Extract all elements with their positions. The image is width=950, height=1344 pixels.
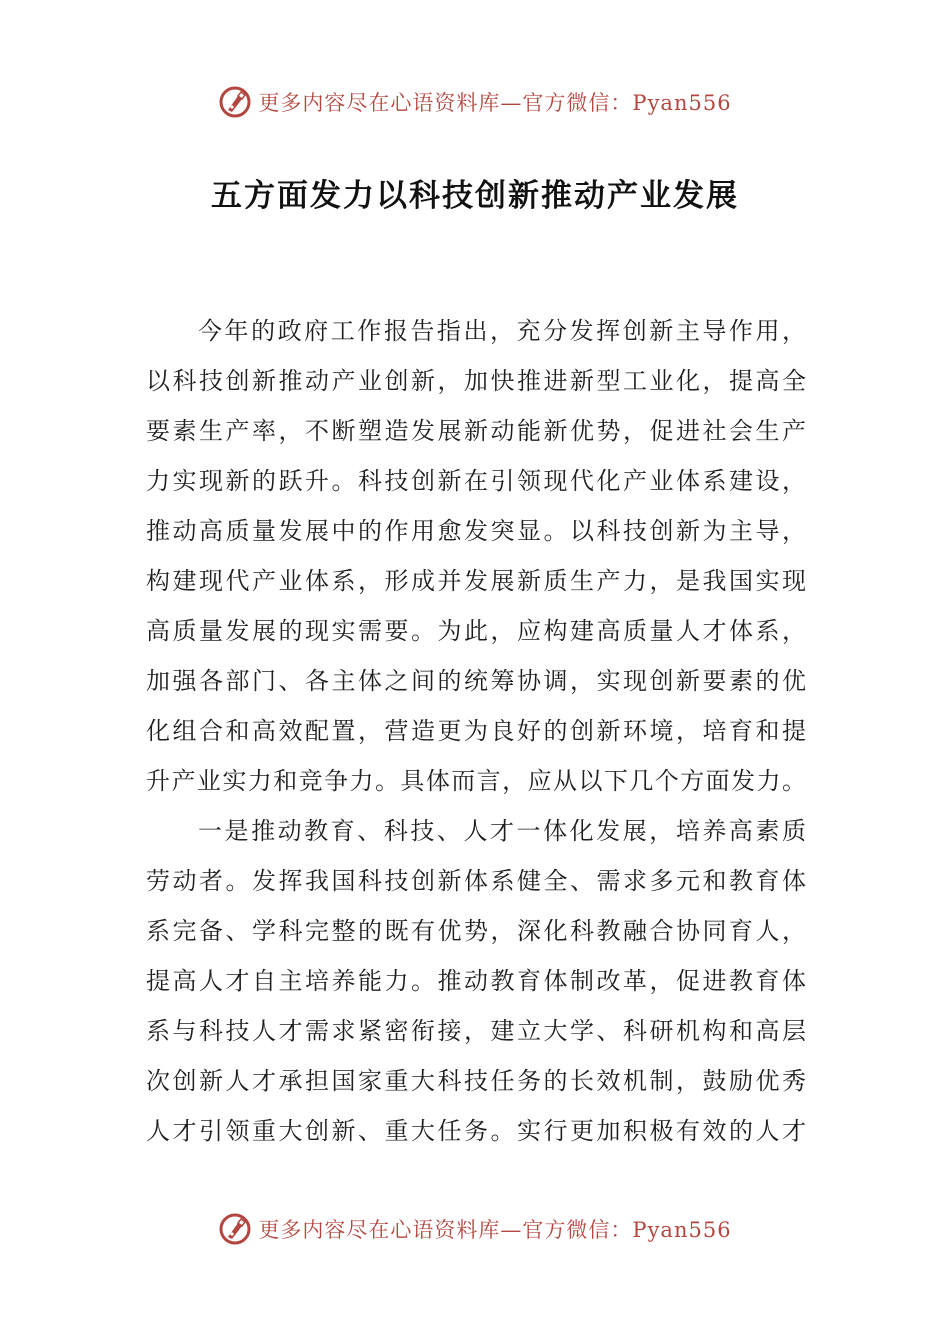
body-line: 系与科技人才需求紧密衔接，建立大学、科研机构和高层 — [146, 1017, 806, 1045]
footer-banner-text: 更多内容尽在心语资料库—官方微信：Pyan556 — [258, 1218, 732, 1242]
pen-nib-logo-icon — [218, 1212, 252, 1246]
body-line: 一是推动教育、科技、人才一体化发展，培养高素质 — [198, 817, 806, 845]
body-line: 提高人才自主培养能力。推动教育体制改革，促进教育体 — [146, 967, 806, 995]
body-line: 劳动者。发挥我国科技创新体系健全、需求多元和教育体 — [146, 867, 806, 895]
footer-banner — [0, 1207, 950, 1251]
body-line: 构建现代产业体系，形成并发展新质生产力，是我国实现 — [146, 567, 806, 595]
body-line: 高质量发展的现实需要。为此，应构建高质量人才体系， — [146, 617, 806, 645]
body-line: 人才引领重大创新、重大任务。实行更加积极有效的人才 — [146, 1117, 806, 1145]
document-body — [146, 306, 806, 1156]
page-title: 五方面发力以科技创新推动产业发展 — [211, 178, 739, 214]
body-line: 加强各部门、各主体之间的统筹协调，实现创新要素的优 — [146, 667, 806, 695]
body-line: 以科技创新推动产业创新，加快推进新型工业化，提高全 — [146, 367, 806, 395]
body-line: 次创新人才承担国家重大科技任务的长效机制，鼓励优秀 — [146, 1067, 806, 1095]
body-line: 系完备、学科完整的既有优势，深化科教融合协同育人， — [146, 917, 806, 945]
body-line: 要素生产率，不断塑造发展新动能新优势，促进社会生产 — [146, 417, 806, 445]
pen-nib-logo-icon — [218, 85, 252, 119]
body-line: 力实现新的跃升。科技创新在引领现代化产业体系建设， — [146, 467, 806, 495]
body-line: 今年的政府工作报告指出，充分发挥创新主导作用， — [198, 317, 806, 345]
header-banner — [0, 80, 950, 124]
body-line: 推动高质量发展中的作用愈发突显。以科技创新为主导， — [146, 517, 806, 545]
body-line: 升产业实力和竞争力。具体而言，应从以下几个方面发力。 — [146, 767, 806, 795]
body-line: 化组合和高效配置，营造更为良好的创新环境，培育和提 — [146, 717, 806, 745]
header-banner-text: 更多内容尽在心语资料库—官方微信：Pyan556 — [258, 91, 732, 115]
